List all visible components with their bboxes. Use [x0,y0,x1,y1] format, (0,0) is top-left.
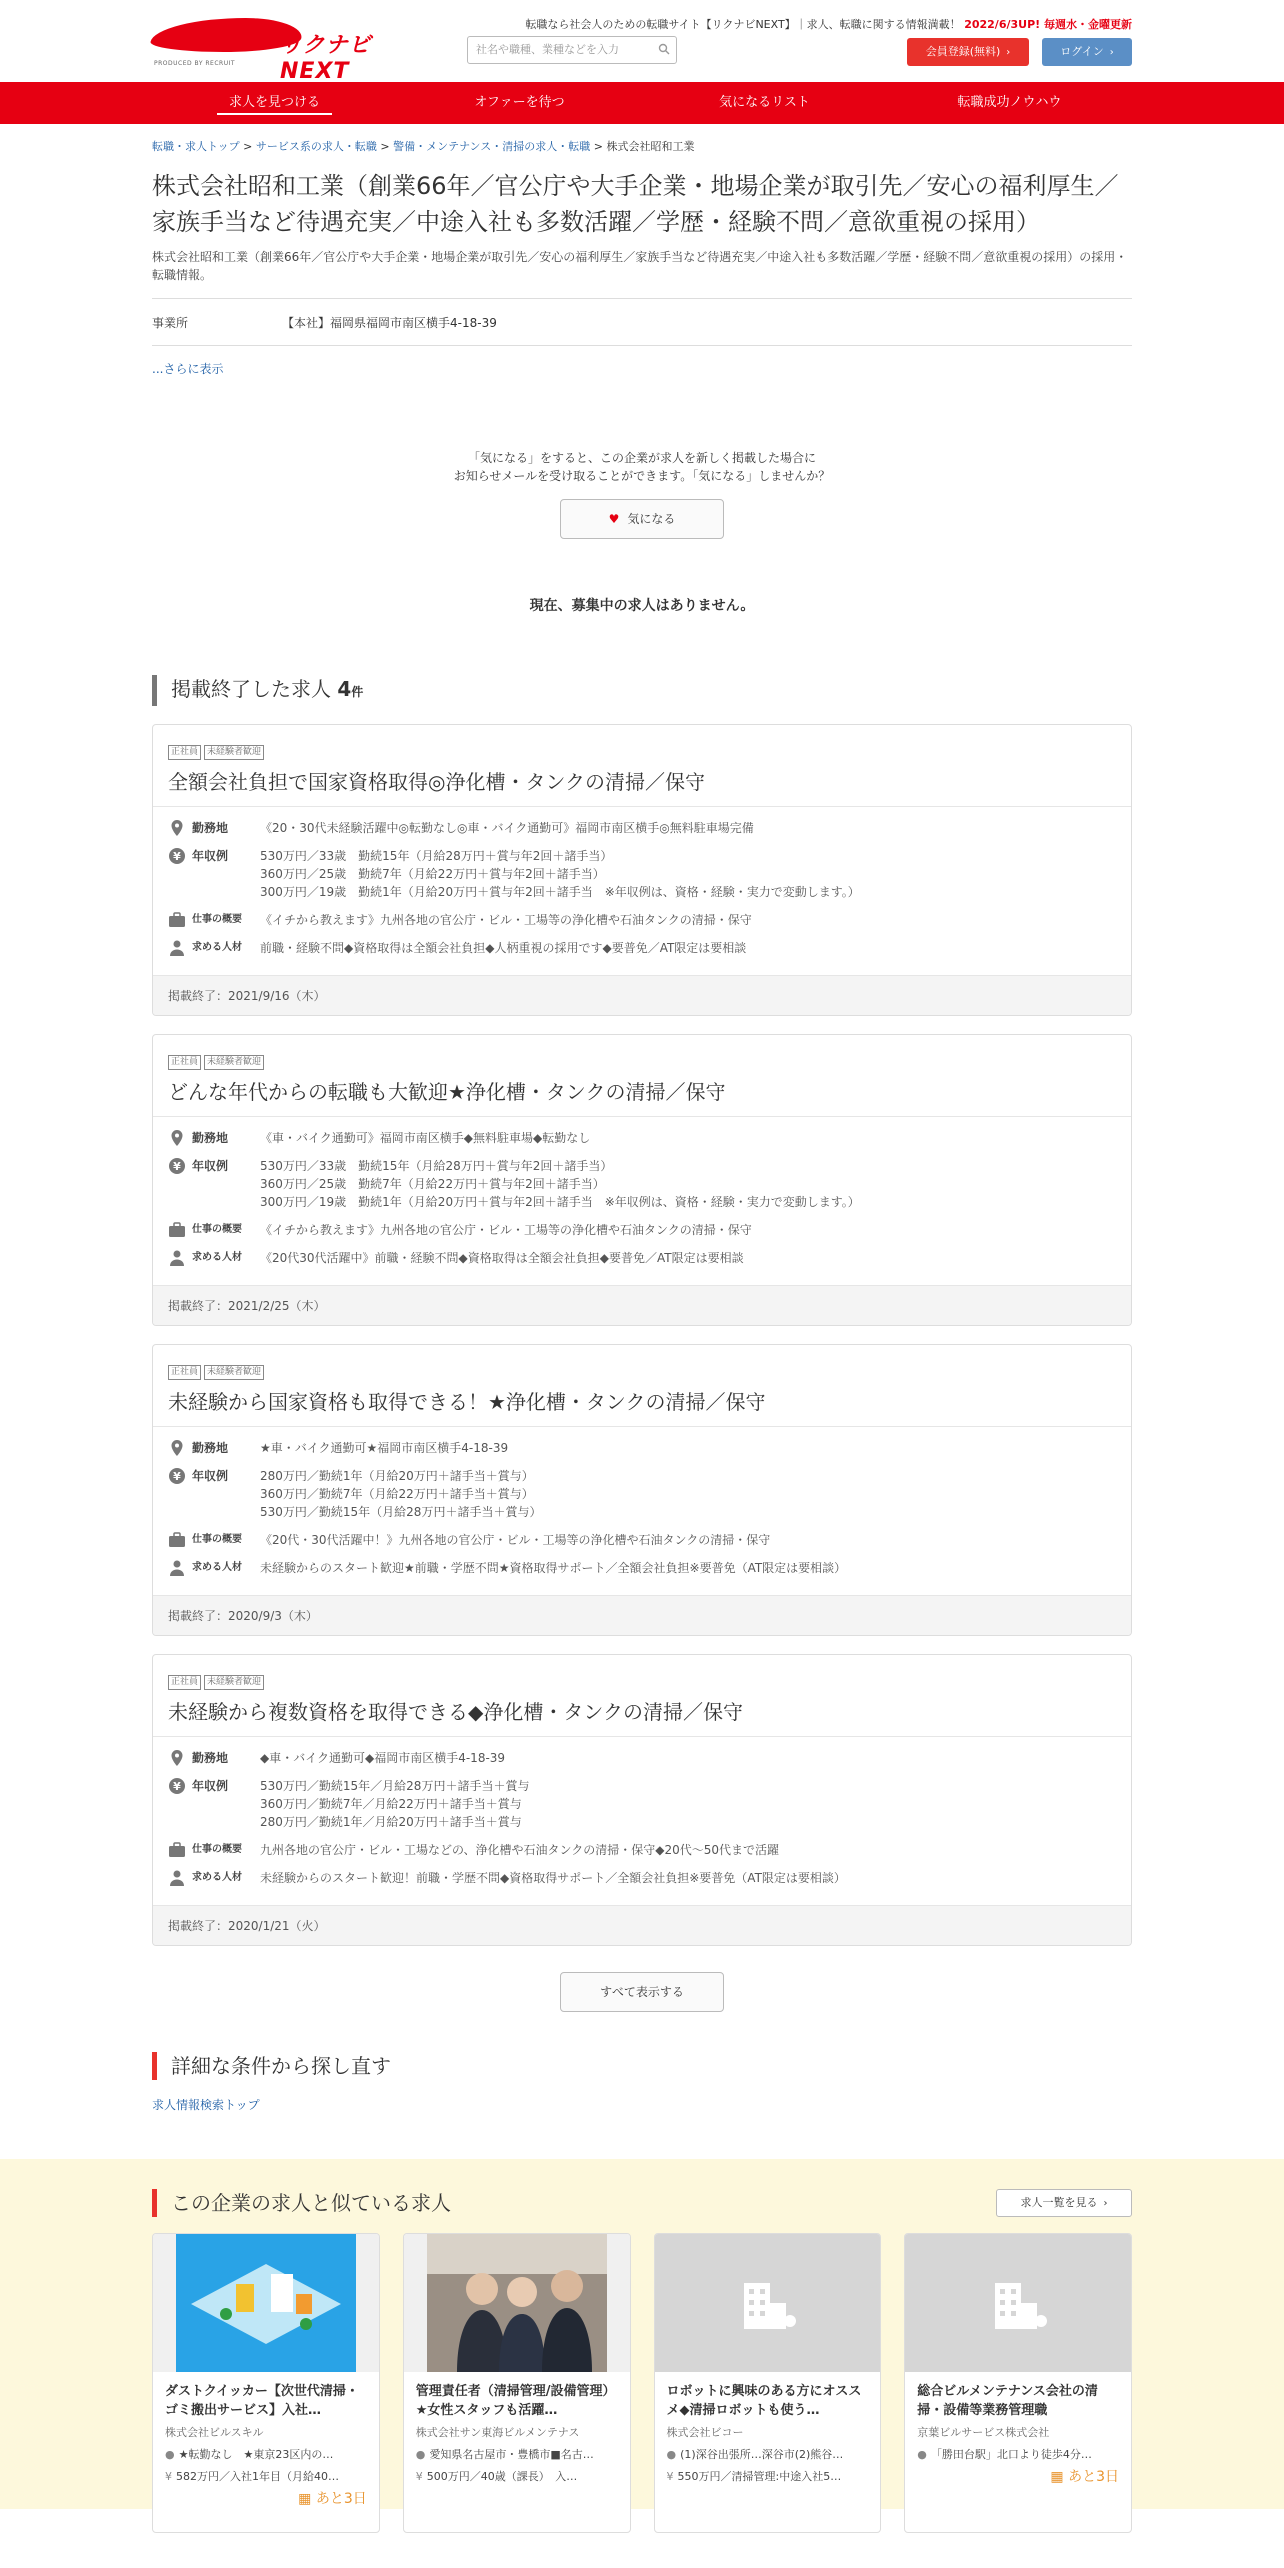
nav-item-knowhow[interactable] [887,82,1132,124]
job-tag: 正社員 [168,1055,201,1070]
job-tag: 正社員 [168,1675,201,1690]
job-person-value [260,1869,1116,1887]
breadcrumb-current: 株式会社昭和工業 [606,140,695,153]
card-body [655,2372,881,2494]
job-location-value [260,1439,1116,1457]
breadcrumb-link[interactable]: 警備・メンテナンス・清掃の求人・転職 [393,140,591,153]
card-company: 株式会社ビルスキル [165,2426,264,2439]
job-work-value [260,1221,1116,1239]
job-work-label-wrap [168,911,260,929]
job-location-label: 勤務地 [192,1131,229,1145]
ended-jobs-list [152,724,1132,1946]
card-body [153,2372,379,2518]
job-location-row [168,1129,1116,1147]
card-salary-text: 550万円／清掃管理:中途入社5… [677,2470,842,2483]
salary-line: 360万円／25歳 勤続7年（月給22万円＋賞与年2回＋諸手当） [260,1177,605,1191]
job-person-text: 未経験からのスタート歓迎★前職・学歴不問★資格取得サポート／全額会社負担※要普免（AT限定は要相談） [260,1561,847,1575]
job-work-row [168,911,1116,929]
job-person-label: 求める人材 [192,1562,242,1573]
no-jobs-message: 現在、募集中の求人はありません。 [529,598,755,614]
favorite-button[interactable] [560,499,724,539]
salary-line: 300万円／19歳 勤続1年（月給20万円＋賞与年2回＋諸手当 ※年収例は、資格・経験・実力で変動します。） [260,1195,860,1209]
job-work-text: 九州各地の官公庁・ビル・工場などの、浄化槽や石油タンクの清掃・保守◆20代～50代まで活躍 [260,1843,780,1857]
breadcrumb-sep: > [593,140,603,153]
job-header [153,1345,1131,1427]
job-location-text: 《20・30代未経験活躍中◎転勤なし◎車・バイク通勤可》福岡市南区横手◎無料駐車場完備 [260,821,754,835]
job-location-value [260,1129,1116,1147]
chevron-right-icon: › [1103,2198,1108,2209]
job-ended-date: 掲載終了：2021/2/25（木） [153,1285,1131,1325]
job-ended-date: 掲載終了：2020/1/21（火） [153,1905,1131,1945]
location-pin-icon [168,1439,186,1457]
job-person-row [168,1869,1116,1887]
job-location-text: 《車・バイク通勤可》福岡市南区横手◆無料駐車場◆転勤なし [260,1131,591,1145]
card-days-left [165,2488,367,2508]
job-salary-row [168,1157,1116,1211]
location-pin-icon: ● [415,2448,426,2461]
job-title[interactable]: 未経験から国家資格も取得できる！★浄化槽・タンクの清掃／保守 [168,1390,766,1414]
job-location-row [168,819,1116,837]
job-salary-label-wrap [168,1467,260,1521]
register-button[interactable] [907,38,1029,66]
job-tag: 正社員 [168,745,201,760]
card-location-text: 愛知県名古屋市・豊橋市■名古… [429,2448,594,2461]
card-location [165,2446,367,2462]
view-all-jobs-button[interactable] [996,2189,1132,2217]
job-work-label-wrap [168,1221,260,1239]
days-left-text: あと3日 [1068,2469,1119,2485]
job-location-label: 勤務地 [192,1751,229,1765]
building-icon [905,2234,1131,2372]
card-body [905,2372,1131,2496]
ended-jobs-heading [152,675,1132,706]
job-person-label: 求める人材 [192,1252,242,1263]
job-tags [168,1669,1116,1690]
job-body [153,1427,1131,1595]
person-icon [168,939,186,957]
job-work-label-wrap [168,1841,260,1859]
register-label: 会員登録(無料) [925,45,1001,58]
view-all-label: 求人一覧を見る [1020,2196,1098,2209]
similar-jobs-title: この企業の求人と似ている求人 [152,2189,451,2217]
job-person-row [168,1559,1116,1577]
similar-job-card[interactable] [904,2233,1132,2533]
location-pin-icon: ● [165,2448,175,2461]
job-ended-date: 掲載終了：2021/9/16（木） [153,975,1131,1015]
job-work-label: 仕事の概要 [192,1224,242,1235]
nav-item-find-jobs[interactable] [152,82,397,124]
favorite-button-label: 気になる [627,512,676,526]
yen-icon: ¥ [415,2470,423,2483]
person-icon [168,1869,186,1887]
job-salary-label: 年収例 [192,1469,229,1483]
job-person-row [168,939,1116,957]
job-location-label-wrap [168,1129,260,1147]
briefcase-icon [168,1221,186,1239]
job-work-label: 仕事の概要 [192,1844,242,1855]
salary-line: 360万円／25歳 勤続7年（月給22万円＋賞与年2回＋諸手当） [260,867,605,881]
job-work-label: 仕事の概要 [192,1534,242,1545]
rikunabi-next-logo[interactable] [152,18,397,84]
job-work-row [168,1531,1116,1549]
job-person-label-wrap [168,939,260,957]
yen-icon [168,1467,186,1485]
job-location-row [168,1749,1116,1767]
show-all-button[interactable]: すべて表示する [560,1972,724,2012]
location-pin-icon: ● [666,2448,677,2461]
job-salary-label-wrap [168,1157,260,1211]
yen-icon: ¥ [666,2470,674,2483]
breadcrumb-sep: > [243,140,253,153]
job-header [153,1035,1131,1117]
location-pin-icon: ● [917,2448,927,2461]
job-tag: 未経験者歓迎 [204,1055,264,1070]
job-salary-value [260,1467,1116,1521]
job-salary-row [168,1777,1116,1831]
building-icon [655,2234,881,2372]
card-company: 株式会社ビコー [666,2426,744,2439]
job-work-value [260,911,1116,929]
card-title[interactable]: ダストクイッカー【次世代清掃・ゴミ搬出サービス】入社… [165,2384,359,2418]
favorite-prompt [152,449,1132,539]
job-person-value [260,1559,1116,1577]
job-location-text: ★車・バイク通勤可★福岡市南区横手4-18-39 [260,1441,509,1455]
card-company: 京葉ビルサービス株式会社 [917,2426,1050,2439]
card-salary-text: 500万円／40歳（課長） 入… [426,2470,578,2483]
nav-label: 求人を見つける [217,93,332,115]
staff-photo [404,2234,630,2372]
job-search-top-link[interactable]: 求人情報検索トップ [152,2098,260,2112]
card-body [404,2372,630,2494]
job-title[interactable]: どんな年代からの転職も大歓迎★浄化槽・タンクの清掃／保守 [168,1080,726,1104]
salary-line: 360万円／勤続7年／月給22万円＋諸手当＋賞与 [260,1797,522,1811]
breadcrumb-sep: > [380,140,390,153]
show-more-link[interactable]: ...さらに表示 [152,362,224,376]
briefcase-icon [168,1841,186,1859]
yen-icon: ¥ [165,2470,172,2483]
heart-icon: ♥ [608,512,620,526]
card-salary [416,2468,618,2484]
login-label: ログイン [1060,45,1104,58]
site-tagline [525,16,1132,32]
job-tag: 未経験者歓迎 [204,1675,264,1690]
salary-line: 280万円／勤続1年（月給20万円＋諸手当＋賞与） [260,1469,534,1483]
similar-job-card[interactable] [654,2233,882,2533]
job-location-text: ◆車・バイク通勤可◆福岡市南区横手4-18-39 [260,1751,506,1765]
card-location-text: 「勝田台駅」北口より徒歩4分… [930,2448,1092,2461]
ended-jobs-count-unit: 件 [351,685,364,699]
job-person-label-wrap [168,1249,260,1267]
job-salary-value [260,1157,1116,1211]
days-left-text: あと3日 [315,2491,367,2507]
job-work-row [168,1221,1116,1239]
person-icon [168,1559,186,1577]
job-person-text: 前職・経験不問◆資格取得は全額会社負担◆人柄重視の採用です◆要普免／AT限定は要相談 [260,941,747,955]
job-location-label-wrap [168,1439,260,1457]
nav-item-wait-offers[interactable] [397,82,642,124]
job-location-label-wrap [168,819,260,837]
login-button[interactable] [1042,38,1132,66]
job-work-label: 仕事の概要 [192,914,242,925]
global-nav [0,82,1284,124]
search-input[interactable] [467,36,677,64]
city-illustration [153,2234,379,2372]
job-location-value [260,819,1116,837]
nav-item-favorites[interactable] [642,82,887,124]
svg-text:¥: ¥ [173,1780,181,1793]
card-company: 株式会社サン東海ビルメンテナス [415,2426,580,2439]
salary-line: 530万円／33歳 勤続15年（月給28万円＋賞与年2回＋諸手当） [260,849,613,863]
search-icon[interactable] [658,43,670,55]
office-label: 事業所 [152,315,189,330]
ended-jobs-title: 掲載終了した求人 [171,677,331,701]
update-notice: 2022/6/3UP! 毎週水・金曜更新 [964,18,1132,31]
ended-job-card[interactable] [152,724,1132,1016]
card-salary [667,2468,869,2484]
job-person-label: 求める人材 [192,1872,242,1883]
job-salary-label: 年収例 [192,849,229,863]
detail-search-title: 詳細な条件から探し直す [152,2052,1132,2080]
nav-label: 転職成功ノウハウ [957,95,1062,110]
nav-label: オファーを待つ [474,95,565,110]
job-person-label: 求める人材 [192,942,242,953]
salary-line: 360万円／勤続7年（月給22万円＋諸手当＋賞与） [260,1487,534,1501]
breadcrumb-link[interactable]: 転職・求人トップ [152,140,240,153]
job-location-label: 勤務地 [192,821,229,835]
similar-job-card[interactable] [403,2233,631,2533]
briefcase-icon [168,1531,186,1549]
job-salary-row [168,1467,1116,1521]
search-placeholder: 社名や職種、業種などを入力 [476,43,619,56]
svg-text:¥: ¥ [173,850,181,863]
job-tags [168,1359,1116,1380]
job-work-text: 《イチから教えます》九州各地の官公庁・ビル・工場等の浄化槽や石油タンクの清掃・保守 [260,1223,752,1237]
job-location-row [168,1439,1116,1457]
job-tags [168,1049,1116,1070]
yen-icon [168,1777,186,1795]
office-value: 【本社】福岡県福岡市南区横手4-18-39 [282,315,497,330]
logo-text: リクナビNEXT [280,33,372,84]
salary-line: 300万円／19歳 勤続1年（月給20万円＋賞与年2回＋諸手当 ※年収例は、資格・経験・実力で変動します。） [260,885,860,899]
job-person-label-wrap [168,1559,260,1577]
card-location [416,2446,618,2462]
job-work-text: 《20代・30代活躍中！》九州各地の官公庁・ビル・工場等の浄化槽や石油タンクの清掃・保守 [260,1533,771,1547]
card-location-text: (1)深谷出張所…深谷市(2)熊谷… [680,2448,844,2461]
salary-line: 530万円／勤続15年（月給28万円＋諸手当＋賞与） [260,1505,542,1519]
breadcrumb [152,138,1132,154]
card-location [917,2446,1119,2462]
job-person-value [260,939,1116,957]
location-pin-icon [168,819,186,837]
similar-jobs-section [0,2159,1284,2509]
card-days-left [917,2466,1119,2486]
chevron-right-icon: › [1006,47,1011,58]
job-header [153,725,1131,807]
card-salary [165,2468,367,2484]
yen-icon [168,847,186,865]
briefcase-icon [168,911,186,929]
favorite-text-2: お知らせメールを受け取ることができます。「気になる」しませんか？ [453,469,831,483]
job-person-row [168,1249,1116,1267]
ended-jobs-count: 4 [337,677,352,701]
job-tag: 未経験者歓迎 [204,1365,264,1380]
main-content [152,138,1132,2113]
job-salary-label: 年収例 [192,1779,229,1793]
salary-line: 280万円／勤続1年／月給20万円＋諸手当＋賞与 [260,1815,522,1829]
job-tag: 正社員 [168,1365,201,1380]
show-all-wrapper [152,1972,1132,2012]
job-salary-label: 年収例 [192,1159,229,1173]
job-salary-label-wrap [168,1777,260,1831]
similar-job-card[interactable] [152,2233,380,2533]
location-pin-icon [168,1749,186,1767]
job-person-text: 未経験からのスタート歓迎！前職・学歴不問◆資格取得サポート／全額会社負担※要普免（AT限定は要相談） [260,1871,846,1885]
job-work-row [168,1841,1116,1859]
office-row [152,298,1132,346]
job-ended-date: 掲載終了：2020/9/3（木） [153,1595,1131,1635]
nav-label: 気になるリスト [719,95,810,110]
job-body [153,1737,1131,1905]
job-salary-row [168,847,1116,901]
site-header [152,0,1132,82]
job-location-label-wrap [168,1749,260,1767]
location-pin-icon [168,1129,186,1147]
calendar-icon: ▦ [1050,2469,1069,2485]
similar-job-cards [152,2233,1132,2533]
svg-text:¥: ¥ [173,1160,181,1173]
card-location-text: ★転勤なし ★東京23区内の… [178,2448,334,2461]
card-title[interactable]: 総合ビルメンテナンス会社の清掃・設備等業務管理職 [917,2384,1098,2418]
salary-line: 530万円／勤続15年／月給28万円＋諸手当＋賞与 [260,1779,530,1793]
job-salary-value [260,847,1116,901]
yen-icon [168,1157,186,1175]
company-description: 株式会社昭和工業（創業66年／官公庁や大手企業・地場企業が取引先／安心の福利厚生／家族手当など待遇充実／中途入社も多数活躍／学歴・経験不問／意欲重視の採用）の採用・転職情報。 [152,250,1128,282]
svg-text:¥: ¥ [173,1470,181,1483]
job-title[interactable]: 全額会社負担で国家資格取得◎浄化槽・タンクの清掃／保守 [168,770,706,794]
breadcrumb-link[interactable]: サービス系の求人・転職 [255,140,377,153]
job-salary-label-wrap [168,847,260,901]
job-body [153,807,1131,975]
tagline-text: 転職なら社会人のための転職サイト【リクナビNEXT】｜求人、転職に関する情報満載！ [525,18,961,31]
chevron-right-icon: › [1109,47,1114,58]
card-location [667,2446,869,2462]
company-title: 株式会社昭和工業（創業66年／官公庁や大手企業・地場企業が取引先／安心の福利厚生／家族手当など待遇充実／中途入社も多数活躍／学歴・経験不問／意欲重視の採用） [152,172,1119,236]
favorite-text-1: 「気になる」をすると、この企業が求人を新しく掲載した場合に [467,451,816,465]
card-title[interactable]: 管理責任者（清掃管理/設備管理）★女性スタッフも活躍… [415,2384,616,2418]
job-body [153,1117,1131,1285]
job-location-value [260,1749,1116,1767]
person-icon [168,1249,186,1267]
card-salary-text: 582万円／入社1年目（月給40… [176,2470,339,2483]
salary-line: 530万円／33歳 勤続15年（月給28万円＋賞与年2回＋諸手当） [260,1159,613,1173]
calendar-icon: ▦ [298,2491,316,2507]
job-person-text: 《20代30代活躍中》前職・経験不問◆資格取得は全額会社負担◆要普免／AT限定は要相談 [260,1251,744,1265]
job-person-value [260,1249,1116,1267]
ended-job-card[interactable] [152,1034,1132,1326]
ended-job-card[interactable] [152,1654,1132,1946]
job-header [153,1655,1131,1737]
card-title[interactable]: ロボットに興味のある方にオススメ◆清掃ロボットも使う… [666,2384,862,2418]
job-title[interactable]: 未経験から複数資格を取得できる◆浄化槽・タンクの清掃／保守 [168,1700,743,1724]
job-person-label-wrap [168,1869,260,1887]
job-work-value [260,1531,1116,1549]
job-tags [168,739,1116,760]
job-work-text: 《イチから教えます》九州各地の官公庁・ビル・工場等の浄化槽や石油タンクの清掃・保守 [260,913,752,927]
job-salary-value [260,1777,1116,1831]
job-tag: 未経験者歓迎 [204,745,264,760]
logo-sub: PRODUCED BY RECRUIT [154,60,236,67]
job-work-value [260,1841,1116,1859]
job-location-label: 勤務地 [192,1441,229,1455]
ended-job-card[interactable] [152,1344,1132,1636]
job-work-label-wrap [168,1531,260,1549]
